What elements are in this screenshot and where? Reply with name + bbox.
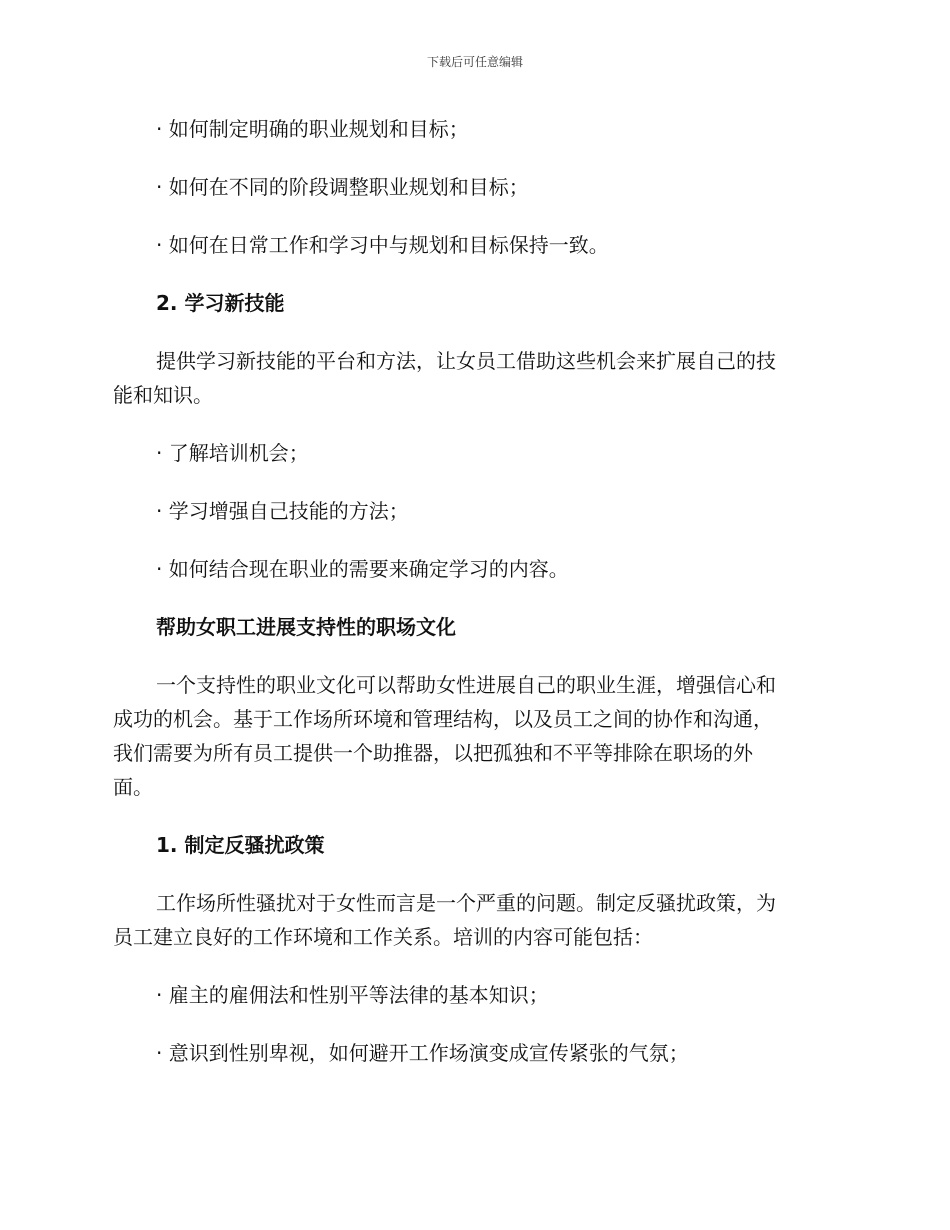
section-heading: 1. 制定反骚扰政策 — [156, 833, 325, 857]
bullet-item: · 雇主的雇佣法和性别平等法律的基本知识； — [156, 983, 549, 1007]
paragraph — [113, 886, 837, 954]
paragraph-line: 我们需要为所有员工提供一个助推器，以把孤独和不平等排除在职场的外 — [113, 741, 753, 765]
bullet-item: · 如何制定明确的职业规划和目标； — [156, 117, 469, 141]
paragraph-line: 工作场所性骚扰对于女性而言是一个严重的问题。制定反骚扰政策，为 — [156, 891, 776, 915]
page-header-note: 下载后可任意编辑 — [426, 55, 523, 69]
paragraph-line: 一个支持性的职业文化可以帮助女性进展自己的职业生涯，增强信心和 — [156, 673, 776, 697]
bullet-item: · 如何在不同的阶段调整职业规划和目标； — [156, 175, 529, 199]
paragraph-line: 成功的机会。基于工作场所环境和管理结构，以及员工之间的协作和沟通， — [113, 707, 773, 731]
section-heading: 2. 学习新技能 — [156, 291, 285, 315]
paragraph — [113, 344, 837, 412]
section-heading: 帮助女职工进展支持性的职场文化 — [156, 615, 456, 639]
bullet-item: · 如何结合现在职业的需要来确定学习的内容。 — [156, 557, 569, 581]
bullet-item: · 如何在日常工作和学习中与规划和目标保持一致。 — [156, 233, 609, 257]
paragraph-line: 能和知识。 — [113, 383, 213, 407]
paragraph-line: 员工建立良好的工作环境和工作关系。培训的内容可能包括： — [113, 925, 653, 949]
bullet-item: · 意识到性别卑视，如何避开工作场演变成宣传紧张的气氛； — [156, 1041, 689, 1065]
paragraph-line: 提供学习新技能的平台和方法，让女员工借助这些机会来扩展自己的技 — [156, 349, 776, 373]
paragraph-line: 面。 — [113, 775, 153, 799]
bullet-item: · 学习增强自己技能的方法； — [156, 499, 409, 523]
document-body — [113, 112, 837, 1094]
bullet-item: · 了解培训机会； — [156, 441, 309, 465]
paragraph — [113, 668, 837, 804]
